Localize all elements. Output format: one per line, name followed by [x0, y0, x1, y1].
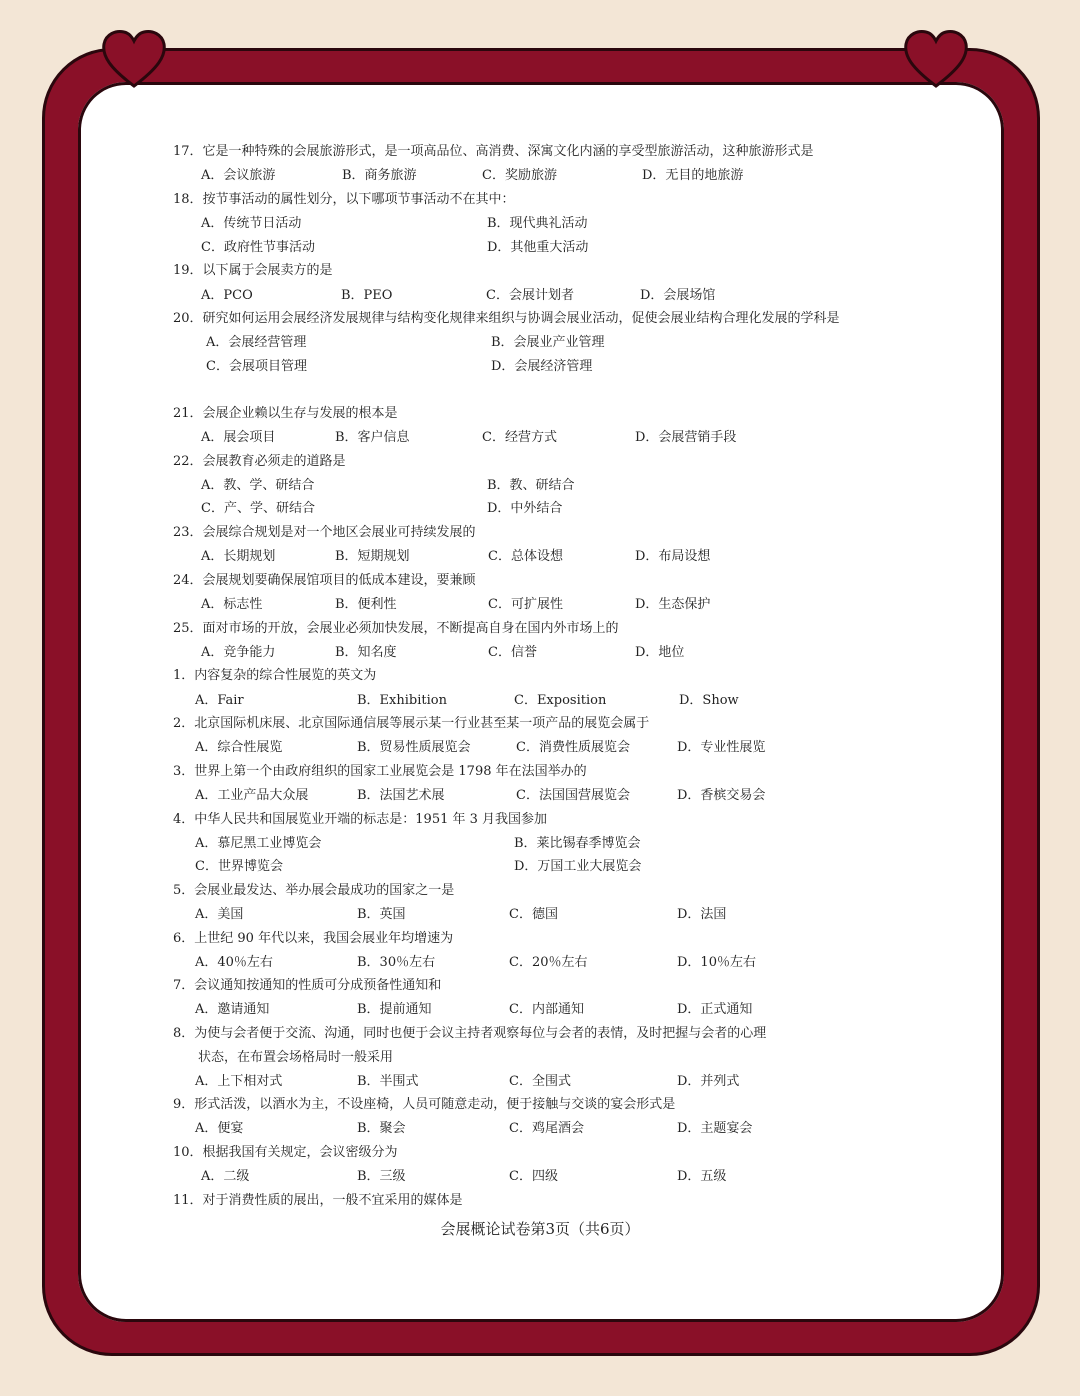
options-row: [0, 641, 1080, 665]
option-a: A．标志性: [201, 597, 263, 612]
options-row: [0, 1070, 1080, 1094]
option-d: D．会展营销手段: [635, 430, 737, 445]
options-row: [0, 355, 1080, 379]
option-c: C．消费性质展览会: [516, 740, 630, 755]
option-a: A．长期规划: [201, 549, 276, 564]
option-b: B．半围式: [357, 1074, 419, 1089]
option-b: B．30％左右: [357, 955, 436, 970]
option-b: B．法国艺术展: [357, 788, 445, 803]
option-a: A．传统节日活动: [201, 216, 302, 231]
option-a: A．教、学、研结合: [201, 478, 315, 493]
option-a: A．便宴: [195, 1121, 244, 1136]
option-c: C．经营方式: [482, 430, 557, 445]
option-d: D．主题宴会: [677, 1121, 753, 1136]
option-d: D．无目的地旅游: [642, 168, 744, 183]
options-row: [0, 951, 1080, 975]
option-a: A．美国: [195, 907, 244, 922]
question-10: 10．根据我国有关规定，会议密级分为: [173, 1145, 398, 1160]
option-a: A．综合性展览: [195, 740, 283, 755]
options-row: [0, 284, 1080, 308]
question-7: 7．会议通知按通知的性质可分成预备性通知和: [173, 978, 442, 993]
option-d: D．五级: [677, 1169, 727, 1184]
option-b: B．客户信息: [335, 430, 410, 445]
option-c: C．德国: [509, 907, 558, 922]
option-c: C．Exposition: [514, 693, 607, 708]
option-b: B．PEO: [341, 288, 393, 303]
option-d: D．会展场馆: [640, 288, 716, 303]
options-row: [0, 736, 1080, 760]
options-row: [0, 1117, 1080, 1141]
options-row: [0, 903, 1080, 927]
option-a: A．二级: [201, 1169, 250, 1184]
question-3: 3．世界上第一个由政府组织的国家工业展览会是 1798 年在法国举办的: [173, 764, 587, 779]
option-c: C．内部通知: [509, 1002, 584, 1017]
options-row: [0, 784, 1080, 808]
option-b: B．莱比锡春季博览会: [514, 836, 641, 851]
option-b: B．英国: [357, 907, 406, 922]
option-c: C．20％左右: [509, 955, 588, 970]
question-23: 23．会展综合规划是对一个地区会展业可持续发展的: [173, 525, 476, 540]
option-c: C．总体设想: [488, 549, 563, 564]
option-d: D．万国工业大展览会: [514, 859, 642, 874]
option-c: C．信誉: [488, 645, 537, 660]
question-5: 5．会展业最发达、举办展会最成功的国家之一是: [173, 883, 455, 898]
page-footer: 会展概论试卷第3页（共6页）: [440, 1220, 640, 1238]
option-d: D．其他重大活动: [487, 240, 589, 255]
option-d: D．地位: [635, 645, 685, 660]
options-row: [0, 832, 1080, 856]
option-b: B．知名度: [335, 645, 397, 660]
option-d: D．法国: [677, 907, 727, 922]
options-row: [0, 497, 1080, 521]
option-b: B．Exhibition: [357, 693, 447, 708]
options-row: [0, 474, 1080, 498]
option-c: C．政府性节事活动: [201, 240, 315, 255]
option-d: D．专业性展览: [677, 740, 766, 755]
option-c: C．奖励旅游: [482, 168, 557, 183]
question-17: 17．它是一种特殊的会展旅游形式，是一项高品位、高消费、深寓文化内涵的享受型旅游活动，这种旅游形式是: [173, 144, 814, 159]
question-19: 19．以下属于会展卖方的是: [173, 263, 333, 278]
options-row: [0, 593, 1080, 617]
option-b: B．会展业产业管理: [491, 335, 605, 350]
options-row: [0, 998, 1080, 1022]
option-a: A．竞争能力: [201, 645, 276, 660]
question-11: 11．对于消费性质的展出，一般不宜采用的媒体是: [173, 1193, 463, 1208]
option-c: C．产、学、研结合: [201, 501, 315, 516]
option-d: D．Show: [679, 693, 739, 708]
option-b: B．短期规划: [335, 549, 410, 564]
question-18: 18．按节事活动的属性划分，以下哪项节事活动不在其中：: [173, 192, 515, 207]
option-a: A．展会项目: [201, 430, 276, 445]
option-c: C．四级: [509, 1169, 558, 1184]
options-row: [0, 689, 1080, 713]
options-row: [0, 212, 1080, 236]
option-c: C．法国国营展览会: [516, 788, 630, 803]
question-6: 6．上世纪 90 年代以来，我国会展业年均增速为: [173, 931, 454, 946]
option-d: D．10％左右: [677, 955, 756, 970]
option-d: D．生态保护: [635, 597, 711, 612]
option-a: A．PCO: [201, 288, 253, 303]
option-c: C．可扩展性: [488, 597, 563, 612]
option-d: D．中外结合: [487, 501, 563, 516]
option-d: D．香槟交易会: [677, 788, 766, 803]
options-row: [0, 855, 1080, 879]
question-8: 8．为使与会者便于交流、沟通，同时也便于会议主持者观察每位与会者的表情，及时把握与会者的心理: [173, 1026, 767, 1041]
option-a: A．工业产品大众展: [195, 788, 309, 803]
option-d: D．正式通知: [677, 1002, 753, 1017]
option-b: B．聚会: [357, 1121, 406, 1136]
question-1: 1．内容复杂的综合性展览的英文为: [173, 668, 377, 683]
question-25: 25．面对市场的开放，会展业必须加快发展，不断提高自身在国内外市场上的: [173, 621, 619, 636]
question-20: 20．研究如何运用会展经济发展规律与结构变化规律来组织与协调会展业活动，促使会展业结构合理化发展的学科是: [173, 311, 840, 326]
option-b: B．便利性: [335, 597, 397, 612]
option-d: D．并列式: [677, 1074, 740, 1089]
option-a: A．慕尼黑工业博览会: [195, 836, 322, 851]
option-a: A．会议旅游: [201, 168, 276, 183]
option-b: B．贸易性质展览会: [357, 740, 471, 755]
question-8-continued: 状态，在布置会场格局时一般采用: [198, 1050, 394, 1065]
question-21: 21．会展企业赖以生存与发展的根本是: [173, 406, 398, 421]
option-b: B．教、研结合: [487, 478, 575, 493]
option-a: A．40％左右: [195, 955, 273, 970]
options-row: [0, 1165, 1080, 1189]
options-row: [0, 545, 1080, 569]
options-row: [0, 331, 1080, 355]
option-c: C．会展项目管理: [206, 359, 307, 374]
option-c: C．会展计划者: [486, 288, 574, 303]
options-row: [0, 164, 1080, 188]
options-row: [0, 236, 1080, 260]
option-d: D．会展经济管理: [491, 359, 593, 374]
option-a: A．邀请通知: [195, 1002, 270, 1017]
option-c: C．全围式: [509, 1074, 571, 1089]
option-b: B．现代典礼活动: [487, 216, 588, 231]
option-b: B．商务旅游: [342, 168, 417, 183]
option-a: A．上下相对式: [195, 1074, 283, 1089]
option-c: C．世界博览会: [195, 859, 283, 874]
question-9: 9．形式活泼，以酒水为主，不设座椅，人员可随意走动，便于接触与交谈的宴会形式是: [173, 1097, 676, 1112]
option-d: D．布局设想: [635, 549, 711, 564]
option-b: B．提前通知: [357, 1002, 432, 1017]
option-a: A．会展经营管理: [206, 335, 307, 350]
question-2: 2．北京国际机床展、北京国际通信展等展示某一行业甚至某一项产品的展览会属于: [173, 716, 650, 731]
question-4: 4．中华人民共和国展览业开端的标志是：1951 年 3 月我国参加: [173, 812, 548, 827]
question-24: 24．会展规划要确保展馆项目的低成本建设，要兼顾: [173, 573, 476, 588]
options-row: [0, 426, 1080, 450]
option-b: B．三级: [357, 1169, 406, 1184]
option-a: A．Fair: [195, 693, 244, 708]
option-c: C．鸡尾酒会: [509, 1121, 584, 1136]
question-22: 22．会展教育必须走的道路是: [173, 454, 346, 469]
